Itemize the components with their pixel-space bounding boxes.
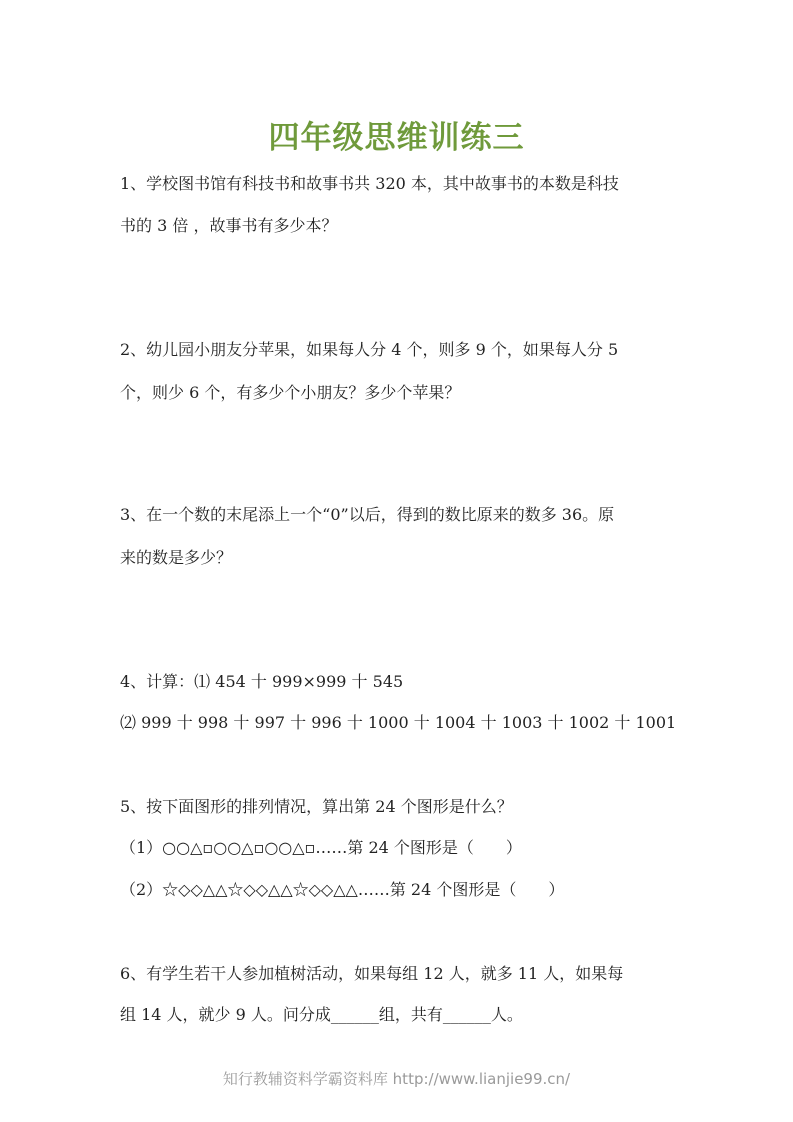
footer-source: 知行教辅资料学霸资料库 http://www.lianjie99.cn/ xyxy=(222,1070,571,1088)
question-1-line-2: 书的 3 倍 ，故事书有多少本？ xyxy=(120,216,338,235)
question-3-line-1: 3、在一个数的末尾添上一个“0”以后，得到的数比原来的数多 36。原 xyxy=(120,505,615,524)
question-6-line-1: 6、有学生若干人参加植树活动，如果每组 12 人，就多 11 人，如果每 xyxy=(120,964,624,983)
question-3-line-2: 来的数是多少？ xyxy=(120,548,233,567)
question-5-line-3: （2）☆◇◇△△☆◇◇△△☆◇◇△△……第 24 个图形是（ ） xyxy=(120,880,565,899)
question-5-line-2: （1）○○△▫○○△▫○○△▫……第 24 个图形是（ ） xyxy=(120,838,522,857)
question-1-line-1: 1、学校图书馆有科技书和故事书共 320 本，其中故事书的本数是科技 xyxy=(120,174,619,193)
question-6-line-2: 组 14 人，就少 9 人。问分成______组，共有______人。 xyxy=(120,1005,523,1024)
question-2-line-1: 2、幼儿园小朋友分苹果，如果每人分 4 个，则多 9 个，如果每人分 5 xyxy=(120,340,619,359)
question-5-line-1: 5、按下面图形的排列情况，算出第 24 个图形是什么？ xyxy=(120,797,513,816)
question-4-line-2: ⑵ 999 十 998 十 997 十 996 十 1000 十 1004 十 1003 十 1002 十 1001 xyxy=(120,713,677,732)
page-title: 四年级思维训练三 xyxy=(268,120,525,156)
question-4-line-1: 4、计算：⑴ 454 十 999×999 十 545 xyxy=(120,672,404,691)
question-2-line-2: 个，则少 6 个，有多少个小朋友？多少个苹果？ xyxy=(120,383,461,402)
